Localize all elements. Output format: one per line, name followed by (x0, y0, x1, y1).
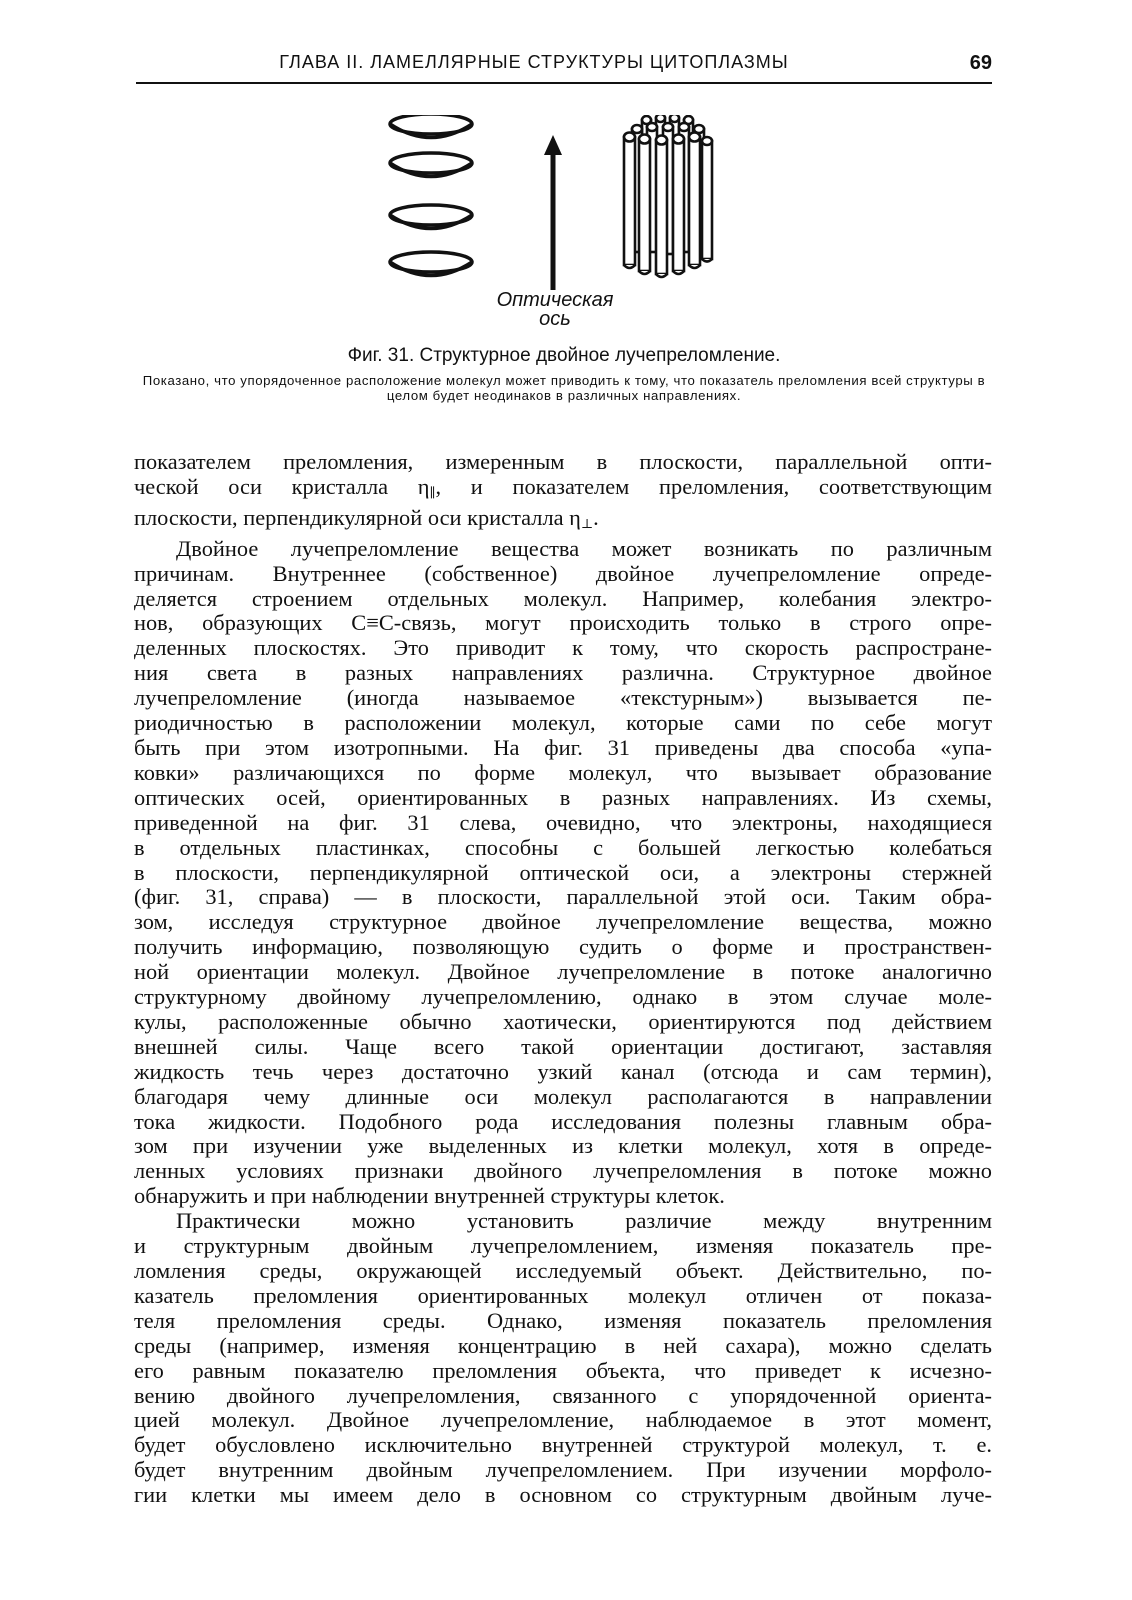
page-header (136, 50, 992, 84)
text-line: будет обусловлено исключительно внутренней структурой молекул, т. е. (134, 1432, 992, 1458)
text-line: будет внутренним двойным лучепреломлением. При изучении морфоло- (134, 1457, 992, 1483)
text-line (134, 475, 992, 506)
text-span: . (593, 504, 599, 530)
text-line: тока жидкости. Подобного рода исследования полезны главным обра- (134, 1108, 992, 1134)
plate (390, 153, 472, 177)
text-line: причинам. Внутреннее (собственное) двойное лучепреломление опреде- (134, 560, 992, 586)
text-line: нов, образующих C≡C-связь, могут происходить только в строго опре- (134, 610, 992, 636)
plate (390, 115, 472, 138)
text-line: деляется строением отдельных молекул. Например, колебания электро- (134, 585, 992, 611)
text-line: кулы, расположенные обычно хаотически, ориентируются под действием (134, 1008, 992, 1034)
stacked-plates (390, 115, 472, 276)
optical-axis-label (480, 291, 630, 329)
text-line (134, 506, 992, 537)
text-line: ковки» различающихся по форме молекул, что вызывает образование (134, 759, 992, 785)
text-line: его равным показателю преломления объекта, что приведет к исчезно- (134, 1357, 992, 1383)
text-line: получить информацию, позволяющую судить о форме и пространствен- (134, 934, 992, 960)
plate (390, 205, 472, 229)
running-head: ГЛАВА II. ЛАМЕЛЛЯРНЫЕ СТРУКТУРЫ ЦИТОПЛАЗМЫ (279, 52, 789, 72)
page-number: 69 (969, 52, 992, 74)
text-line: ной ориентации молекул. Двойное лучепреломление в потоке аналогично (134, 959, 992, 985)
text-line: зом при изучении уже выделенных из клетки молекул, хотя в опреде- (134, 1133, 992, 1159)
text-line: теля преломления среды. Однако, изменяя показатель преломления (134, 1307, 992, 1333)
text-line: риодичностью в расположении молекул, которые сами по себе могут (134, 710, 992, 736)
text-line: и структурным двойным лучепреломлением, изменяя показатель пре- (134, 1233, 992, 1259)
text-line: цией молекул. Двойное лучепреломление, наблюдаемое в этот момент, (134, 1407, 992, 1433)
text-line: среды (например, изменяя концентрацию в ней сахара), можно сделать (134, 1332, 992, 1358)
text-line: (фиг. 31, справа) — в плоскости, параллельной этой оси. Таким обра- (134, 884, 992, 910)
text-line: лучепреломление (иногда называемое «текстурным») вызывается пе- (134, 685, 992, 711)
text-line: вению двойного лучепреломления, связанного с упорядоченной ориента- (134, 1382, 992, 1408)
plate (390, 252, 472, 276)
text-line: казатель преломления ориентированных молекул отличен от показа- (134, 1282, 992, 1308)
text-line: жидкость течь через достаточно узкий канал (отсюда и сам термин), (134, 1058, 992, 1084)
rod-bundle (624, 115, 712, 277)
text-line: ломления среды, окружающей исследуемый объект. Действительно, по- (134, 1258, 992, 1283)
text-line: быть при этом изотропными. На фиг. 31 приведены два способа «упа- (134, 734, 992, 760)
text-line: показателем преломления, измеренным в плоскости, параллельной опти- (134, 449, 992, 474)
axis-label-line: Оптическая (496, 289, 614, 311)
text-line: ния света в разных направлениях различна. Структурное двойное (134, 660, 992, 686)
text-line: оптических осей, ориентированных в разных направлениях. Из схемы, (134, 784, 992, 810)
text-line: гии клетки мы имеем дело в основном со структурным двойным луче- (134, 1482, 992, 1508)
text-line: в плоскости, перпендикулярной оптической оси, а электроны стержней (134, 859, 992, 885)
text-line: обнаружить и при наблюдении внутренней структуры клеток. (134, 1183, 725, 1209)
text-line: внешней силы. Чаще всего такой ориентации достигают, заставляя (134, 1033, 992, 1059)
figure-caption-text: Показано, что упорядоченное расположение молекул может приводить к тому, что показатель преломления всей структуры в целом будет неодинаков в различных направлениях. (142, 373, 986, 403)
parallel-subscript: ∥ (429, 484, 436, 500)
text-line: в отдельных пластинках, способны с большей легкостью колебаться (134, 834, 992, 860)
text-line: приведенной на фиг. 31 слева, очевидно, что электроны, находящиеся (134, 809, 992, 835)
text-span: плоскости, перпендикулярной оси кристалла η (134, 504, 581, 530)
text-line: зом, исследуя структурное двойное лучепреломление вещества, можно (134, 909, 992, 935)
text-line: структурному двойному лучепреломлению, однако в этом случае моле- (134, 984, 992, 1010)
figure-31 (380, 115, 760, 340)
axis-label-line: ось (539, 308, 571, 330)
text-span: ческой оси кристалла η (134, 473, 430, 499)
perpendicular-subscript: ⊥ (580, 515, 594, 531)
text-line: благодаря чему длинные оси молекул располагаются в направлении (134, 1083, 992, 1109)
figure-caption-title: Фиг. 31. Структурное двойное лучепреломление. (347, 345, 781, 366)
text-line: деленных плоскостях. Это приводит к тому, что скорость распростране- (134, 635, 992, 661)
text-line: Двойное лучепреломление вещества может возникать по различным (176, 535, 992, 561)
optical-axis-arrow (544, 135, 562, 290)
text-line: ленных условиях признаки двойного лучепреломления в потоке можно (134, 1158, 992, 1184)
text-line: Практически можно установить различие между внутренним (176, 1208, 992, 1234)
body-text (134, 450, 992, 1508)
text-span: , и показателем преломления, соответствующим (435, 473, 992, 499)
